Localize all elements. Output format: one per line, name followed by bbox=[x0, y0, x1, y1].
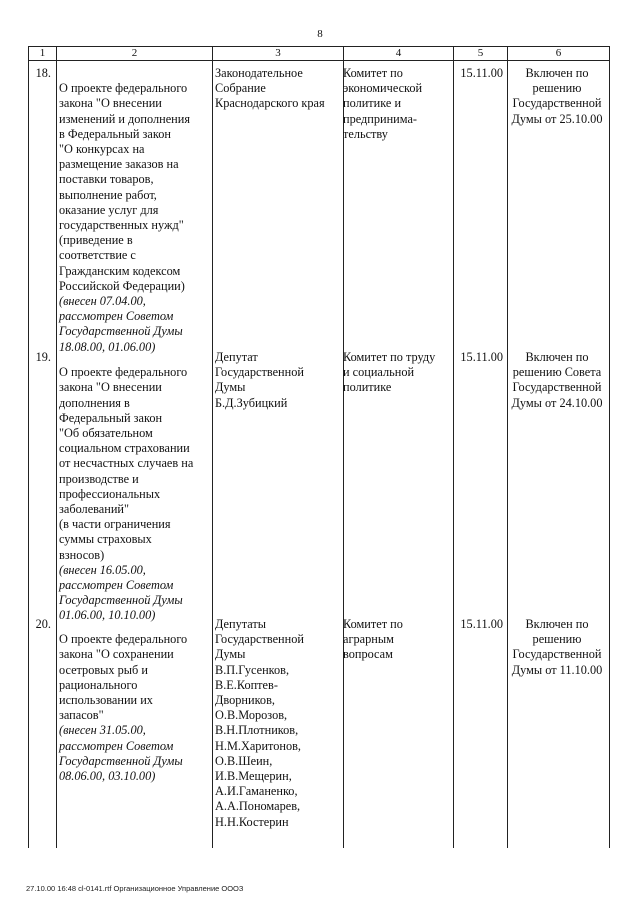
bill-title bbox=[59, 350, 209, 639]
column-divider bbox=[343, 61, 344, 848]
column-divider bbox=[56, 61, 57, 848]
inclusion-decision: Включен по решению Государственной Думы от 11.10.00 bbox=[511, 617, 603, 677]
document-footer: 27.10.00 16:48 cl-0141.rtf Организационное Управление ОООЗ bbox=[26, 884, 244, 893]
bill-title-text: О проекте федерального закона "О внесении изменений и дополнения в Федеральный закон "О конкурсах на размещение заказов на поставки товаров, выполнение работ, оказание услуг для государственных нужд" (приведение в соответствие с Гражданским кодексом Российской Федерации) bbox=[59, 81, 190, 293]
column-6-label: 6 bbox=[555, 47, 562, 59]
bill-title bbox=[59, 66, 209, 370]
bill-author: Депутат Государственной Думы Б.Д.Зубицкий bbox=[215, 350, 304, 410]
responsible-committee: Комитет по аграрным вопросам bbox=[343, 617, 403, 662]
column-5-label: 5 bbox=[454, 47, 508, 60]
responsible-committee: Комитет по экономической политике и предпринима- тельству bbox=[343, 66, 423, 141]
bill-author: Законодательное Собрание Краснодарского края bbox=[215, 66, 325, 111]
bill-submission-note: (внесен 16.05.00, рассмотрен Советом Государственной Думы 01.06.00, 10.10.00) bbox=[59, 562, 183, 623]
row-number: 18. bbox=[35, 66, 51, 80]
bill-submission-note: (внесен 31.05.00, рассмотрен Советом Государственной Думы 08.06.00, 03.10.00) bbox=[59, 723, 183, 784]
column-divider bbox=[453, 61, 454, 848]
date-value: 15.11.00 bbox=[460, 617, 503, 631]
responsible-committee: Комитет по труду и социальной политике bbox=[343, 350, 436, 395]
row-number: 19. bbox=[35, 350, 51, 364]
inclusion-decision: Включен по решению Совета Государственной Думы от 24.10.00 bbox=[511, 350, 603, 410]
bill-author: Депутаты Государственной Думы В.П.Гусенков, В.Е.Коптев- Дворников, О.В.Морозов, В.Н.Плотников, Н.М.Харитонов, О.В.Шеин, И.В.Мещерин, А.И.Гаманенко, А.А.Пономарев, Н.Н.Костерин bbox=[215, 617, 304, 829]
bill-title bbox=[59, 617, 209, 799]
column-3-label: 3 bbox=[213, 47, 344, 60]
column-divider bbox=[507, 61, 508, 848]
inclusion-decision: Включен по решению Государственной Думы от 25.10.00 bbox=[511, 66, 603, 126]
table-border-left bbox=[28, 61, 29, 848]
bill-submission-note: (внесен 07.04.00, рассмотрен Советом Государственной Думы 18.08.00, 01.06.00) bbox=[59, 294, 183, 354]
column-2-label: 2 bbox=[57, 47, 213, 60]
row-number: 20. bbox=[35, 617, 51, 631]
column-divider bbox=[212, 61, 213, 848]
page-number: 8 bbox=[317, 28, 323, 40]
date-value: 15.11.00 bbox=[460, 66, 503, 80]
date-value: 15.11.00 bbox=[460, 350, 503, 364]
table-border-right bbox=[609, 61, 610, 848]
bill-title-text: О проекте федерального закона "О сохранении осетровых рыб и рационального использовании их запасов" bbox=[59, 632, 188, 723]
column-4-label: 4 bbox=[344, 47, 454, 60]
bill-title-text: О проекте федерального закона "О внесении дополнения в Федеральный закон "Об обязательном социальном страховании от несчастных случаев на производстве и профессиональных заболеваний" (в части ограничения суммы страховых взносов) bbox=[59, 365, 194, 562]
column-number-header bbox=[28, 46, 610, 61]
column-1-label: 1 bbox=[29, 47, 57, 60]
